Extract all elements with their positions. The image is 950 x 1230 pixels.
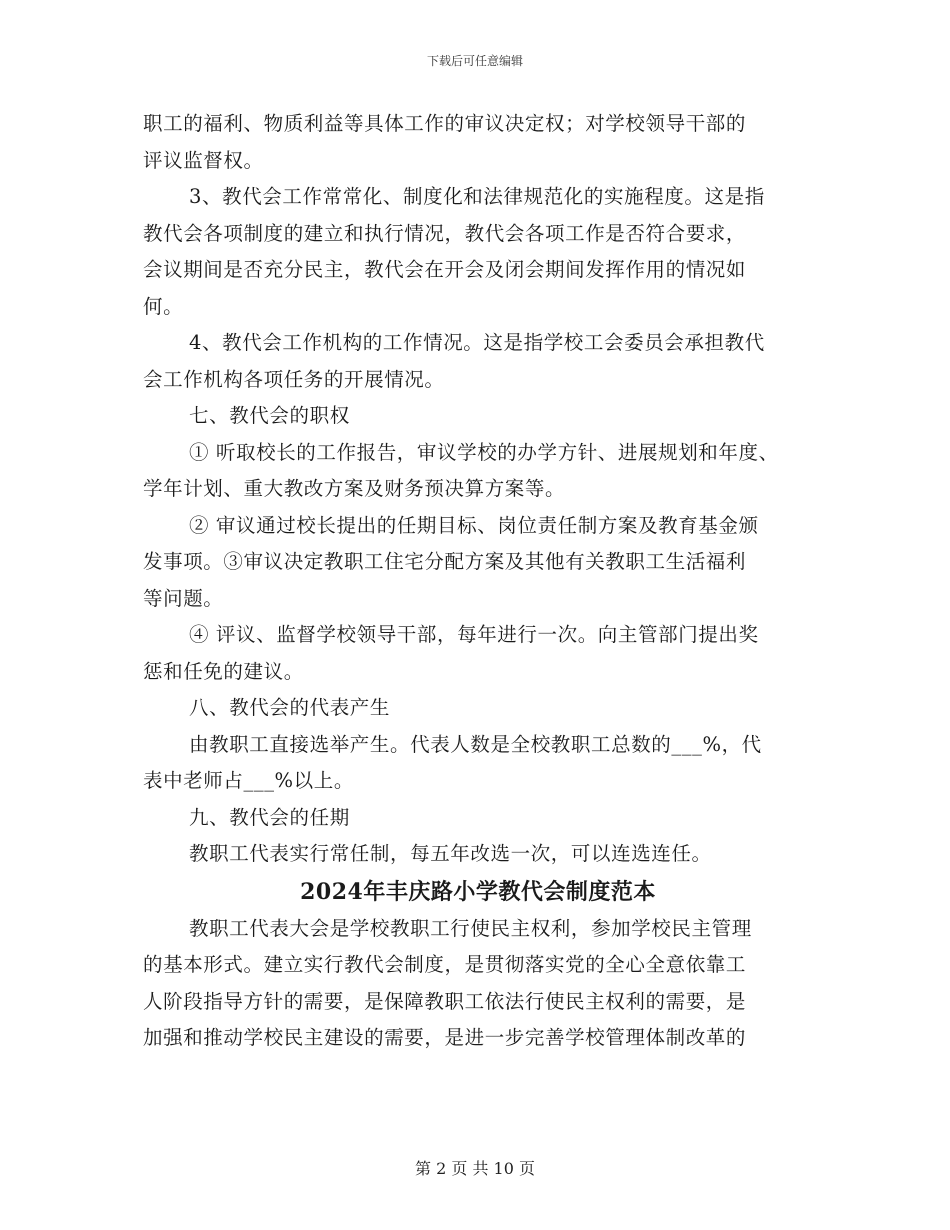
section-heading: 九、教代会的任期 xyxy=(189,805,350,829)
page-header: 下载后可任意编辑 xyxy=(426,54,523,68)
document-title: 2024年丰庆路小学教代会制度范本 xyxy=(300,878,656,905)
body-line: 的基本形式。建立实行教代会制度，是贯彻落实党的全心全意依靠工 xyxy=(143,953,747,976)
body-line: 何。 xyxy=(143,294,184,318)
body-line: 发事项。③审议决定教职工住宅分配方案及其他有关教职工生活福利 xyxy=(143,550,747,573)
body-line: 教职工代表实行常任制，每五年改选一次，可以连选连任。 xyxy=(189,842,712,865)
body-line: ① 听取校长的工作报告，审议学校的办学方针、进展规划和年度、 xyxy=(189,440,779,464)
body-line: ④ 评议、监督学校领导干部，每年进行一次。向主管部门提出奖 xyxy=(189,623,759,646)
body-line: 3、教代会工作常常化、制度化和法律规范化的实施程度。这是指 xyxy=(189,185,765,208)
body-line: 职工的福利、物质利益等具体工作的审议决定权；对学校领导干部的 xyxy=(143,112,747,135)
body-line: 加强和推动学校民主建设的需要，是进一步完善学校管理体制改革的 xyxy=(143,1026,747,1049)
body-line: 表中老师占___%以上。 xyxy=(143,769,354,792)
document-body xyxy=(143,106,813,1057)
body-line: 教代会各项制度的建立和执行情况，教代会各项工作是否符合要求， xyxy=(143,221,747,245)
body-line: 等问题。 xyxy=(143,586,224,610)
body-line: 由教职工直接选举产生。代表人数是全校教职工总数的___%，代 xyxy=(189,732,762,756)
body-line: 会议期间是否充分民主，教代会在开会及闭会期间发挥作用的情况如 xyxy=(143,258,747,281)
section-heading: 八、教代会的代表产生 xyxy=(189,696,391,719)
body-line: 会工作机构各项任务的开展情况。 xyxy=(143,367,445,391)
body-line: ② 审议通过校长提出的任期目标、岗位责任制方案及教育基金颁 xyxy=(189,513,759,537)
body-line: 评议监督权。 xyxy=(143,148,264,172)
page-footer: 第 2 页 共 10 页 xyxy=(415,1159,535,1178)
section-heading: 七、教代会的职权 xyxy=(189,404,350,427)
body-line: 惩和任免的建议。 xyxy=(143,659,304,683)
body-line: 人阶段指导方针的需要，是保障教职工依法行使民主权利的需要，是 xyxy=(143,989,747,1013)
body-line: 教职工代表大会是学校教职工行使民主权利，参加学校民主管理 xyxy=(189,916,752,940)
body-line: 4、教代会工作机构的工作情况。这是指学校工会委员会承担教代 xyxy=(189,331,765,354)
body-line: 学年计划、重大教改方案及财务预决算方案等。 xyxy=(143,477,566,500)
